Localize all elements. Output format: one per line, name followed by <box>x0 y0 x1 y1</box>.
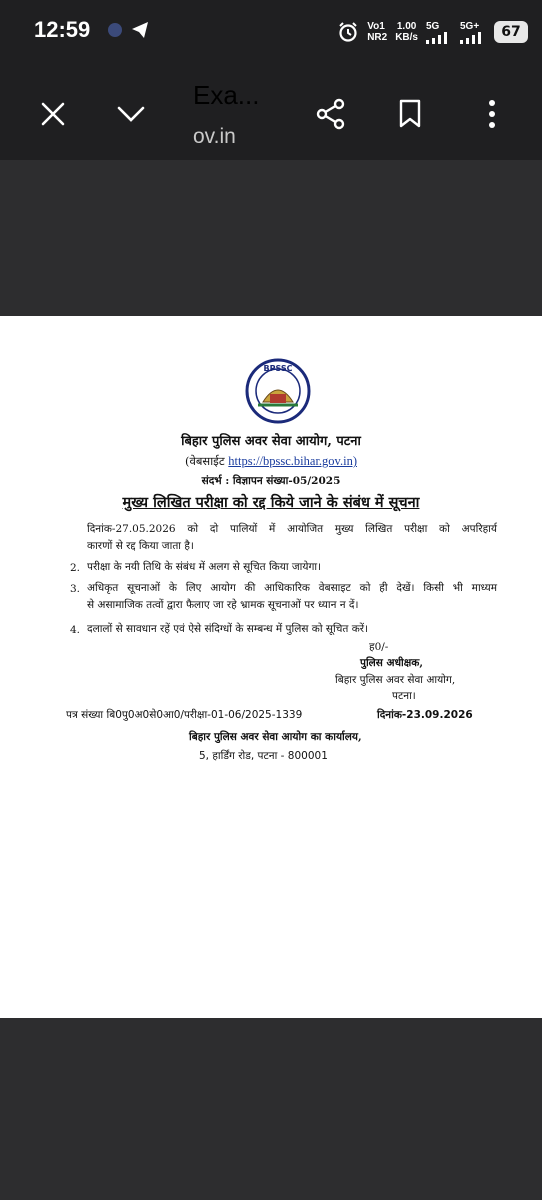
collapse-button[interactable] <box>111 94 151 134</box>
viewer-background-bottom <box>0 1018 542 1200</box>
alarm-icon <box>337 21 359 43</box>
more-options-button[interactable] <box>472 94 512 134</box>
status-indicators <box>337 14 528 50</box>
org-name: बिहार पुलिस अवर सेवा आयोग, पटना <box>181 434 361 449</box>
document-page[interactable] <box>0 316 542 1018</box>
signatory-city: पटना। <box>392 690 416 702</box>
viewer-background-top <box>0 160 542 316</box>
svg-text:BPSSC: BPSSC <box>263 364 293 373</box>
signal-bars-icon <box>460 32 486 44</box>
para1-line2: कारणों से रद्द किया जाता है। <box>87 540 194 552</box>
website-line: (वेबसाईट https://bpssc.bihar.gov.in) <box>184 454 357 468</box>
document-domain: ov.in <box>193 125 236 148</box>
document-title: Exa... <box>193 80 260 110</box>
battery-indicator: 67 <box>494 21 528 43</box>
bookmark-button[interactable] <box>390 94 430 134</box>
close-icon <box>40 101 66 127</box>
signatory-org: बिहार पुलिस अवर सेवा आयोग, <box>335 674 456 686</box>
item2-number: 2. <box>70 562 81 574</box>
chevron-down-icon <box>116 104 146 124</box>
para1-line1: दिनांक-27.05.2026 को दो पालियों में आयोजित मुख्य लिखित परीक्षा को अपरिहार्य <box>87 523 497 535</box>
signed-mark: ह0/- <box>369 641 389 653</box>
more-vertical-icon <box>488 99 496 129</box>
website-link[interactable]: https://bpssc.bihar.gov.in) <box>228 454 357 468</box>
item2-text: परीक्षा के नयी तिथि के संबंध में अलग से सूचित किया जायेगा। <box>87 561 322 573</box>
reference-number: संदर्भ : विज्ञापन संख्या-05/2025 <box>201 475 341 487</box>
volte-indicator: Vo1 NR2 <box>367 21 388 43</box>
bpssc-logo <box>245 358 311 424</box>
share-button[interactable] <box>311 94 351 134</box>
letter-number: पत्र संख्या बि0पु0अ0से0आ0/परीक्षा-01-06/2025-1339 <box>66 709 303 721</box>
item3-number: 3. <box>70 583 81 595</box>
office-name: बिहार पुलिस अवर सेवा आयोग का कार्यालय, <box>189 731 362 743</box>
app-notification-icon <box>108 23 122 37</box>
item4-text: दलालों से सावधान रहें एवं ऐसे संदिग्धों के सम्बन्ध में पुलिस को सूचित करें। <box>87 623 369 635</box>
status-time: 12:59 <box>34 17 91 42</box>
sim1-signal: 5G <box>426 21 452 44</box>
share-icon <box>315 98 347 130</box>
network-speed: 1.00 KB/s <box>395 21 418 43</box>
office-address: 5, हार्डिंग रोड, पटना - 800001 <box>199 750 328 762</box>
telegram-icon <box>130 20 150 40</box>
item3-line1: अधिकृत सूचनाओं के लिए आयोग की आधिकारिक वेबसाइट को ही देखें। किसी भी माध्यम <box>87 582 497 594</box>
signal-bars-icon <box>426 32 452 44</box>
sim2-signal: 5G+ <box>460 21 486 44</box>
viewer-toolbar <box>0 64 542 160</box>
status-bar <box>0 0 542 64</box>
item3-line2: से असामाजिक तत्वों द्वारा फैलाए जा रहे भ्रामक सूचनाओं पर ध्यान न दें। <box>87 599 359 611</box>
letter-date: दिनांक-23.09.2026 <box>377 709 473 721</box>
close-button[interactable] <box>33 94 73 134</box>
notice-heading: मुख्य लिखित परीक्षा को रद्द किये जाने के संबंध में सूचना <box>122 494 420 511</box>
signatory-designation: पुलिस अधीक्षक, <box>360 657 424 669</box>
bookmark-icon <box>398 99 422 129</box>
item4-number: 4. <box>70 624 81 636</box>
